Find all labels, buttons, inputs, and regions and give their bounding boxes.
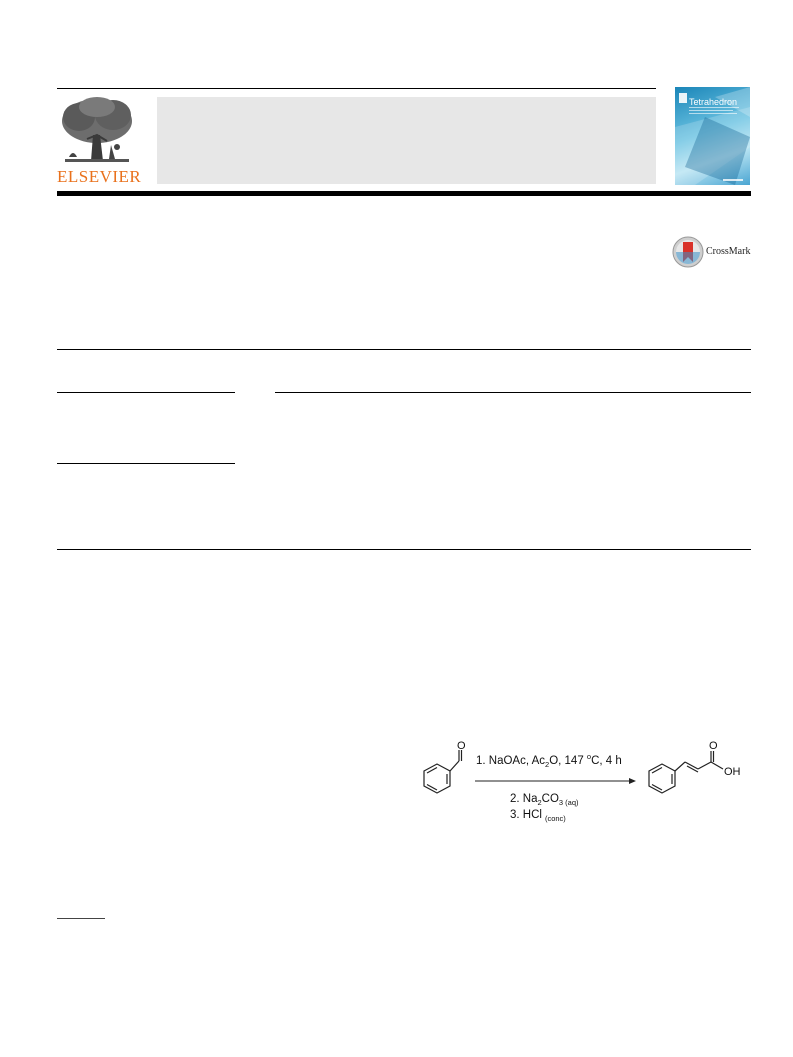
elsevier-logo: [57, 95, 142, 187]
header-top-rule: [57, 88, 656, 89]
footnote-rule: [57, 918, 105, 919]
crossmark-label: CrossMark: [706, 246, 751, 257]
crossmark-icon: [672, 235, 704, 269]
keywords-rule: [57, 463, 235, 464]
article-top-rule: [57, 349, 751, 350]
benzaldehyde-structure: [424, 750, 462, 793]
abstract-rule: [275, 392, 751, 393]
header-bottom-rule: [57, 191, 751, 196]
reaction-scheme: [415, 738, 755, 830]
condition-step-1: 1. NaOAc, $Ac_2O$, 147 $^o$C, 4 h: [476, 752, 622, 769]
elsevier-wordmark: ELSEVIER: [57, 167, 142, 186]
reaction-arrow-head: [629, 778, 636, 784]
condition-step-3: 3. HCl $_{(conc)}$: [510, 809, 566, 823]
product-hydroxyl: OH: [724, 766, 741, 778]
reactant-oxygen: O: [457, 740, 466, 752]
crossmark-badge[interactable]: [672, 235, 752, 269]
journal-banner: [157, 97, 656, 184]
elsevier-tree-icon: [57, 95, 137, 169]
condition-step-2: 2. $Na_2CO_{3 (aq)}$: [510, 793, 579, 807]
cover-title: Tetrahedron: [689, 97, 738, 107]
cinnamic-acid-structure: [649, 751, 723, 793]
article-bottom-rule: [57, 549, 751, 550]
journal-cover[interactable]: [675, 87, 750, 185]
product-carbonyl-oxygen: O: [709, 740, 718, 752]
info-left-rule: [57, 392, 235, 393]
